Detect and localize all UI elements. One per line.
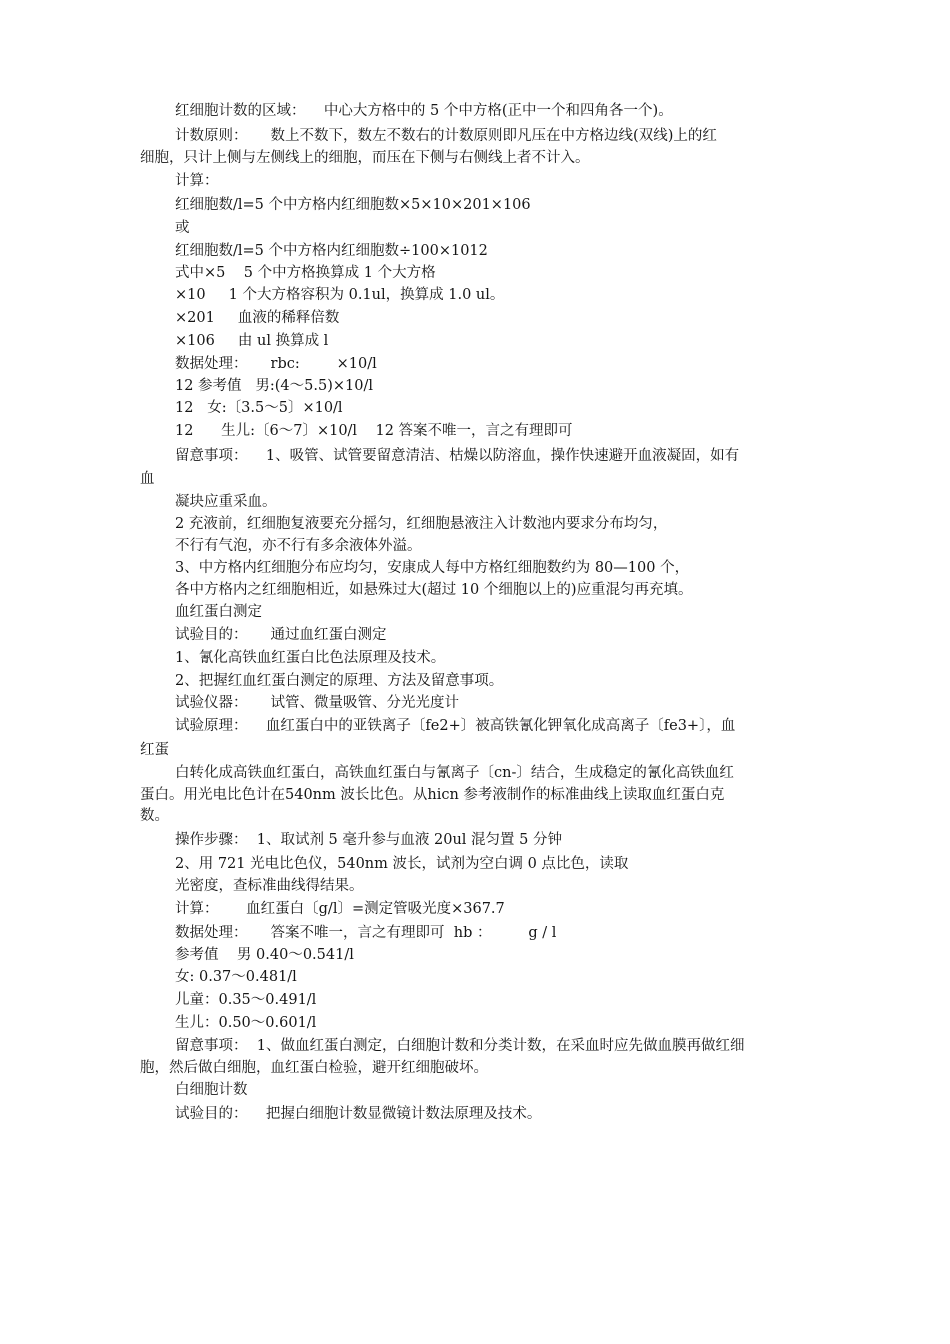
text-line: 2 充液前，红细胞复液要充分摇匀，红细胞悬液注入计数池内要求分布均匀， <box>175 516 668 532</box>
text-line: 试验仪器： 试管、微量吸管、分光光度计 <box>175 695 460 711</box>
text-line: 留意事项： 1、做血红蛋白测定，白细胞计数和分类计数，在采血时应先做血膜再做红细 <box>175 1038 745 1054</box>
text-line: 1、氰化高铁血红蛋白比色法原理及技术。 <box>175 650 446 666</box>
text-line: 各中方格内之红细胞相近，如悬殊过大(超过 10 个细胞以上的)应重混匀再充填。 <box>175 582 693 598</box>
text-line: 或 <box>175 220 190 236</box>
text-line: 数。 <box>140 808 169 824</box>
text-line: 数据处理： 答案不唯一，言之有理即可 hb ： g / l <box>175 925 557 941</box>
text-line: 计算： <box>175 173 219 189</box>
text-line: 生儿：0.50～0.601/l <box>175 1015 317 1031</box>
text-line: 试验原理： 血红蛋白中的亚铁离子〔fe2+〕被高铁氰化钾氧化成高离子〔fe3+〕，血 <box>175 718 736 734</box>
text-line: 白转化成高铁血红蛋白，高铁血红蛋白与氰离子〔cn-〕结合，生成稳定的氰化高铁血红 <box>175 765 734 781</box>
text-line: 蛋白。用光电比色计在540nm 波长比色。从hicn 参考液制作的标准曲线上读取血红蛋白克 <box>140 787 725 803</box>
text-line: 计算： 血红蛋白〔g/l〕=测定管吸光度×367.7 <box>175 901 505 917</box>
text-line: 2、把握红血红蛋白测定的原理、方法及留意事项。 <box>175 673 504 689</box>
text-line: 红细胞计数的区域： 中心大方格中的 5 个中方格(正中一个和四角各一个)。 <box>175 103 673 119</box>
text-line: 12 女:〔3.5～5〕×10/l <box>175 400 343 416</box>
text-line: 12 生儿:〔6～7〕×10/l 12 答案不唯一，言之有理即可 <box>175 423 573 439</box>
text-line: 留意事项： 1、吸管、试管要留意清洁、枯燥以防溶血，操作快速避开血液凝固，如有 <box>175 448 740 464</box>
text-line: 胞，然后做白细胞，血红蛋白检验，避开红细胞破坏。 <box>140 1060 488 1076</box>
text-line: 式中×5 5 个中方格换算成 1 个大方格 <box>175 265 436 281</box>
text-line: 12 参考值 男:(4～5.5)×10/l <box>175 378 373 394</box>
section-heading: 血红蛋白测定 <box>175 604 262 620</box>
text-line: ×201 血液的稀释倍数 <box>175 310 340 326</box>
text-line: ×10 1 个大方格容积为 0.1ul，换算成 1.0 ul。 <box>175 287 505 303</box>
text-line: 红细胞数/l=5 个中方格内红细胞数÷100×1012 <box>175 243 488 259</box>
text-line: 儿童：0.35～0.491/l <box>175 992 317 1008</box>
text-line: 红细胞数/l=5 个中方格内红细胞数×5×10×201×106 <box>175 197 531 213</box>
text-line: 2、用 721 光电比色仪，540nm 波长，试剂为空白调 0 点比色，读取 <box>175 856 629 872</box>
text-line: 试验目的： 通过血红蛋白测定 <box>175 627 387 643</box>
text-line: 凝块应重采血。 <box>175 494 277 510</box>
text-line: 操作步骤： 1、取试剂 5 毫升参与血液 20ul 混匀置 5 分钟 <box>175 832 562 848</box>
text-line: 红蛋 <box>140 742 169 758</box>
text-line: 细胞，只计上侧与左侧线上的细胞，而压在下侧与右侧线上者不计入。 <box>140 150 590 166</box>
text-line: 光密度，查标准曲线得结果。 <box>175 878 364 894</box>
text-line: 血 <box>140 471 155 487</box>
text-line: 女: 0.37～0.481/l <box>175 969 297 985</box>
text-line: 试验目的： 把握白细胞计数显微镜计数法原理及技术。 <box>175 1106 542 1122</box>
text-line: 3、中方格内红细胞分布应均匀，安康成人每中方格红细胞数约为 80—100 个， <box>175 560 690 576</box>
text-line: 参考值 男 0.40～0.541/l <box>175 947 354 963</box>
text-line: 不行有气泡，亦不行有多余液体外溢。 <box>175 538 422 554</box>
section-heading: 白细胞计数 <box>175 1082 248 1098</box>
text-line: ×106 由 ul 换算成 l <box>175 333 329 349</box>
text-line: 数据处理： rbc: ×10/l <box>175 356 377 372</box>
text-line: 计数原则： 数上不数下，数左不数右的计数原则即凡压在中方格边线(双线)上的红 <box>175 128 717 144</box>
